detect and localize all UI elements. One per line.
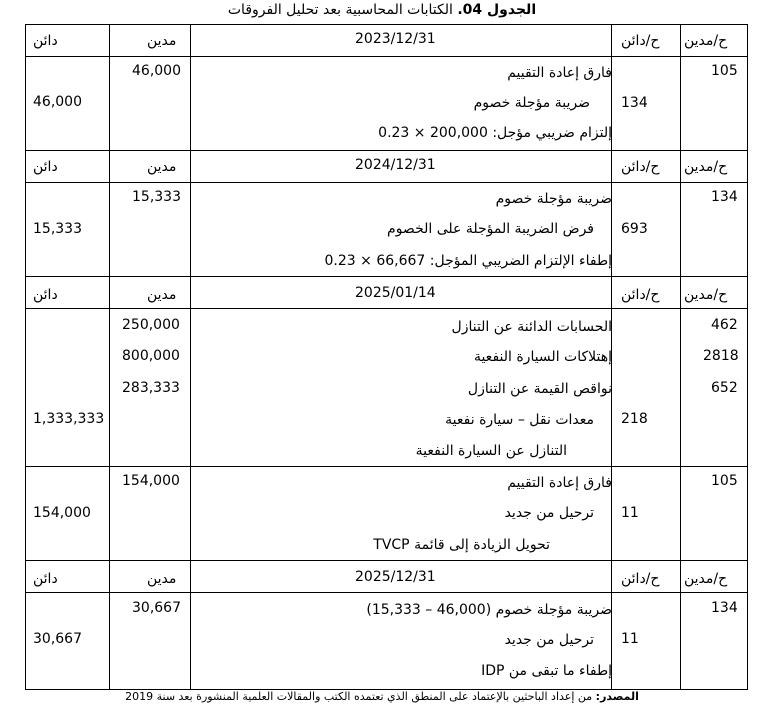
entry-line: التنازل عن السيارة النفعية <box>415 443 567 459</box>
credit-account: 693 <box>621 221 648 237</box>
credit-amount: 1,333,333 <box>33 411 105 427</box>
header-debit: مدين <box>147 571 177 587</box>
entry-date: 2025/01/14 <box>355 285 436 301</box>
header-credit-account: ح/دائن <box>621 159 660 175</box>
debit-account: 134 <box>711 189 738 205</box>
entry-date: 2023/12/31 <box>355 31 436 47</box>
entry-line: فارق إعادة التقييم <box>507 475 612 491</box>
debit-amount: 46,000 <box>132 63 181 79</box>
entry-line: ضريبة مؤجلة خصوم <box>495 191 612 207</box>
entry-line: إهتلاكات السيارة النفعية <box>473 349 612 365</box>
entry-line: ترحيل من جديد <box>504 632 594 648</box>
header-debit: مدين <box>147 287 177 303</box>
debit-amount: 800,000 <box>122 348 180 364</box>
credit-amount: 46,000 <box>33 94 82 110</box>
header-debit-account: ح/مدين <box>684 287 728 303</box>
entry-line: ضريبة مؤجلة خصوم (46,000 – 15,333) <box>366 602 612 618</box>
source-text: من إعداد الباحثين بالإعتماد على المنطق الذي تعتمده الكتب والمقالات العلمية المنشورة بعد سنة 2019 <box>125 690 593 703</box>
header-credit-account: ح/دائن <box>621 287 660 303</box>
debit-account: 134 <box>711 600 738 616</box>
header-credit: دائن <box>33 287 58 303</box>
header-debit-account: ح/مدين <box>684 33 728 49</box>
entry-line: تحويل الزيادة إلى قائمة TVCP <box>373 537 550 553</box>
credit-account: 11 <box>621 505 639 521</box>
entry-line: إطفاء الإلتزام الضريبي المؤجل: 66,667 × 0.23 <box>324 253 612 269</box>
credit-amount: 154,000 <box>33 505 91 521</box>
header-credit-account: ح/دائن <box>621 571 660 587</box>
debit-account: 462 <box>711 317 738 333</box>
credit-account: 134 <box>621 95 648 111</box>
header-credit: دائن <box>33 33 58 49</box>
caption-label: الجدول 04. <box>457 2 537 18</box>
entry-date: 2025/12/31 <box>355 569 436 585</box>
entry-date: 2024/12/31 <box>355 157 436 173</box>
credit-amount: 15,333 <box>33 221 82 237</box>
debit-account: 2818 <box>703 348 739 364</box>
source-label: المصدر: <box>595 690 639 703</box>
header-credit-account: ح/دائن <box>621 33 660 49</box>
debit-account: 105 <box>711 473 738 489</box>
entry-line: فارق إعادة التقييم <box>507 65 612 81</box>
entry-line: معدات نقل – سيارة نفعية <box>445 412 594 428</box>
entry-line: الحسابات الدائنة عن التنازل <box>451 319 612 335</box>
debit-account: 105 <box>711 63 738 79</box>
header-credit: دائن <box>33 159 58 175</box>
table-caption <box>0 0 764 20</box>
entry-line: إطفاء ما تبقى من IDP <box>481 663 612 679</box>
debit-amount: 283,333 <box>122 380 180 396</box>
entry-line: نواقص القيمة عن التنازل <box>467 381 612 397</box>
credit-account: 11 <box>621 631 639 647</box>
debit-amount: 30,667 <box>132 600 181 616</box>
debit-amount: 154,000 <box>122 473 180 489</box>
debit-amount: 15,333 <box>132 189 181 205</box>
credit-amount: 30,667 <box>33 631 82 647</box>
header-credit: دائن <box>33 571 58 587</box>
header-debit: مدين <box>147 33 177 49</box>
entry-line: ضريبة مؤجلة خصوم <box>473 95 590 111</box>
source-note <box>0 689 764 705</box>
caption-text: الكتابات المحاسبية بعد تحليل الفروقات <box>227 2 453 18</box>
header-debit-account: ح/مدين <box>684 159 728 175</box>
header-debit-account: ح/مدين <box>684 571 728 587</box>
entry-line: ترحيل من جديد <box>504 505 594 521</box>
entry-line: فرض الضريبة المؤجلة على الخصوم <box>387 221 594 237</box>
entry-line: إلتزام ضريبي مؤجل: 200,000 × 0.23 <box>378 125 612 141</box>
debit-account: 652 <box>711 380 738 396</box>
header-debit: مدين <box>147 159 177 175</box>
journal-table <box>25 24 748 690</box>
credit-account: 218 <box>621 411 648 427</box>
debit-amount: 250,000 <box>122 317 180 333</box>
